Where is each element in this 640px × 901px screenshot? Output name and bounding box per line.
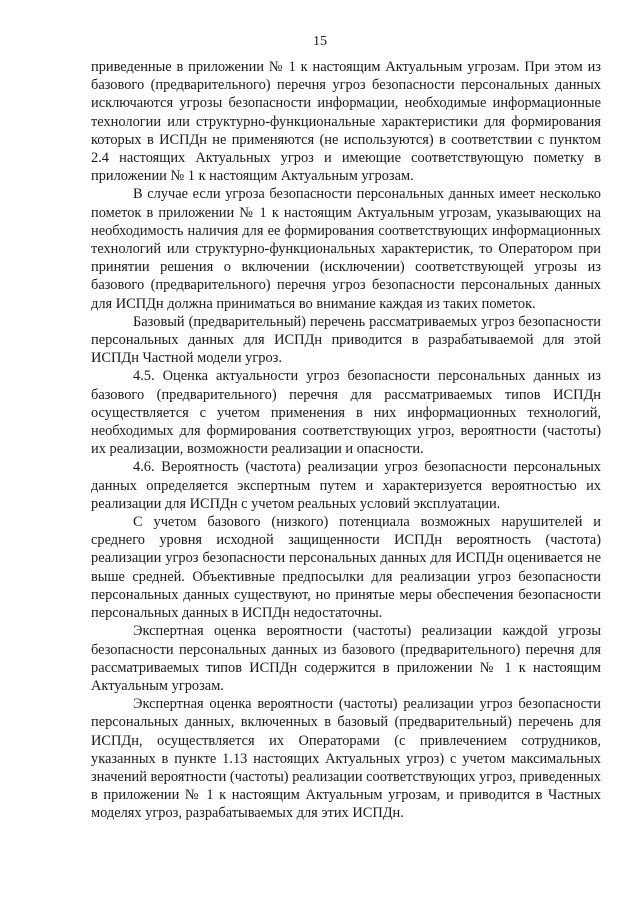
page-number: 15 [313,34,327,49]
paragraph-2: В случае если угроза безопасности персональных данных имеет несколько пометок в приложении № 1 к настоящим Актуальным угрозам, указывающих на необходимость наличия для ее формирования соответствующих информационных технологий или структурно-функциональных характеристик, то Оператором при принятии решения о включении (исключении) соответствующей угрозы из базового (предварительного) перечня угроз безопасности персональных данных для ИСПДн должна приниматься во внимание каждая из таких пометок. [91,186,601,312]
paragraph-7: Экспертная оценка вероятности (частоты) реализации каждой угрозы безопасности персональных данных из базового (предварительного) перечня для рассматриваемых типов ИСПДн содержится в приложении № 1 к настоящим Актуальным угрозам. [91,623,601,694]
paragraph-6: С учетом базового (низкого) потенциала возможных нарушителей и среднего уровня исходной защищенности ИСПДн вероятность (частота) реализации угроз безопасности персональных данных для ИСПДн оценивается не выше средней. Объективные предпосылки для реализации угроз безопасности персональных данных существуют, но принятые меры обеспечения безопасности персональных данных в ИСПДн недостаточны. [91,514,601,622]
paragraph-3: Базовый (предварительный) перечень рассматриваемых угроз безопасности персональных данных для ИСПДн приводится в разрабатываемой для этой ИСПДн Частной модели угроз. [91,313,601,367]
paragraph-5: 4.6. Вероятность (частота) реализации угроз безопасности персональных данных определяется экспертным путем и характеризуется вероятностью их реализации для ИСПДн с учетом реальных условий эксплуатации. [91,459,601,512]
paragraph-4: 4.5. Оценка актуальности угроз безопасности персональных данных из базового (предварительного) перечня для рассматриваемых типов ИСПДн осуществляется с учетом применения в них информационных технологий, необходимых для формирования соответствующих угроз, вероятности (частоты) их реализации, возможности реализации и опасности. [91,368,601,458]
paragraph-8: Экспертная оценка вероятности (частоты) реализации угроз безопасности персональных данных, включенных в базовый (предварительный) перечень для ИСПДн, осуществляется их Операторами (с привлечением сотрудников, указанных в пункте 1.13 настоящих Актуальных угроз) с учетом максимальных значений вероятности (частоты) реализации соответствующих угроз, приведенных в приложении № 1 к настоящим Актуальным угрозам, и приводится в Частных моделях угроз, разрабатываемых для этих ИСПДн. [91,696,601,822]
paragraph-1: приведенные в приложении № 1 к настоящим Актуальным угрозам. При этом из базового (предварительного) перечня угроз безопасности персональных данных исключаются угрозы безопасности информации, необходимые информационные технологии или структурно-функциональные характеристики для формирования которых в ИСПДн не применяются (не используются) в соответствии с пунктом 2.4 настоящих Актуальных угроз и имеющие соответствующую пометку в приложении № 1 к настоящим Актуальным угрозам. [91,59,601,185]
document-body [91,58,601,823]
